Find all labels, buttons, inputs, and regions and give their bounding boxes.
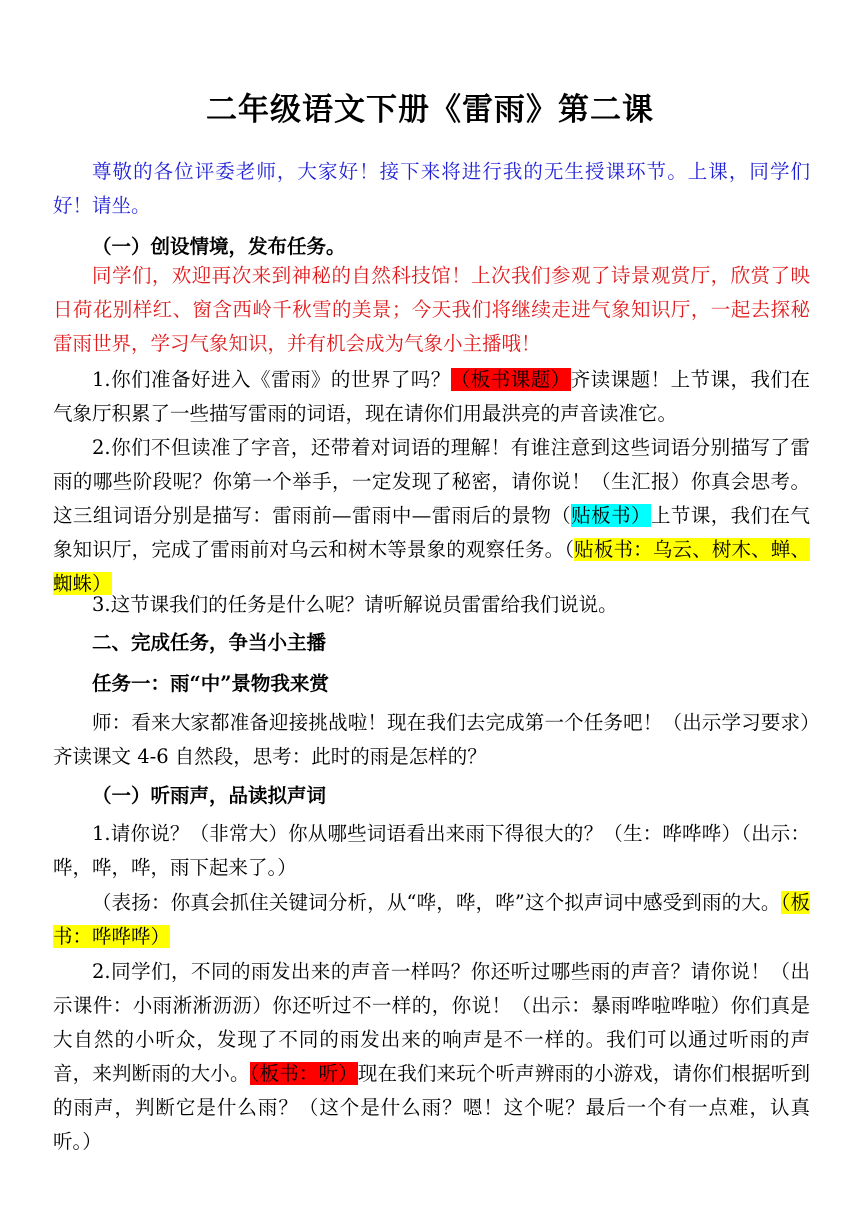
- listen-question-2-text-a: 2.同学们，不同的雨发出来的声音一样吗？你还听过哪些雨的声音？请你说！（出示课件：小雨淅淅沥沥）你还听过不一样的，你说！（出示：暴雨哗啦哗啦）你们真是大自然的小听众，发现了不同的雨发出来的响声是不一样的。我们可以通过听雨的声音，来判断雨的大小。: [53, 960, 810, 1085]
- section-heading-1: （一）创设情境，发布任务。: [92, 235, 346, 258]
- board-note-title-highlight: （板书课题）: [450, 368, 571, 391]
- situation-paragraph: 同学们，欢迎再次来到神秘的自然科技馆！上次我们参观了诗景观赏厅，欣赏了映日荷花别样红、窗含西岭千秋雪的美景；今天我们将继续走进气象知识厅，一起去探秘雷雨世界，学习气象知识，并有机会成为气象小主播哦！: [53, 264, 810, 355]
- listen-question-2-paragraph: [53, 955, 810, 1159]
- teacher-paragraph: 师：看来大家都准备迎接挑战啦！现在我们去完成第一个任务吧！（出示学习要求）齐读课文 4-6 自然段，思考：此时的雨是怎样的？: [53, 711, 810, 768]
- question-3-paragraph: 3.这节课我们的任务是什么呢？请听解说员雷雷给我们说说。: [92, 593, 618, 616]
- board-note-words-highlight: 贴板书：乌云、树木、蝉、蜘蛛）: [53, 538, 810, 595]
- question-1-text-a: 1.你们准备好进入《雷雨》的世界了吗？: [92, 368, 451, 391]
- subsection-heading: （一）听雨声，品读拟声词: [92, 784, 327, 807]
- listen-question-2-text-b: 现在我们来玩个听声辨雨的小游戏，请你们根据听到的雨声，判断它是什么雨？（这个是什么雨？嗯！这个呢？最后一个有一点难，认真听。）: [53, 1062, 810, 1153]
- listen-question-1-paragraph: 1.请你说？（非常大）你从哪些词语看出来雨下得很大的？（生：哗哗哗）（出示：哗，哗，哗，雨下起来了。）: [53, 822, 810, 879]
- praise-text: （表扬：你真会抓住关键词分析，从“哗，哗，哗”这个拟声词中感受到雨的大。: [92, 891, 781, 914]
- board-note-huahua-highlight: （板书：哗哗哗）: [53, 891, 810, 948]
- question-2-text-b: 上节课，我们在气象知识厅，完成了雷雨前对乌云和树木等景象的观察任务。（: [53, 504, 810, 561]
- question-1-paragraph: [53, 363, 810, 431]
- board-note-listen-highlight: （板书：听）: [249, 1062, 358, 1085]
- question-1-text-b: 齐读课题！上节课，我们在气象厅积累了一些描写雷雨的词语，现在请你们用最洪亮的声音读准它。: [53, 368, 810, 425]
- section-heading-2: 二、完成任务，争当小主播: [92, 631, 327, 654]
- intro-paragraph: 尊敬的各位评委老师，大家好！接下来将进行我的无生授课环节。上课，同学们好！请坐。: [53, 160, 810, 217]
- task-1-heading: 任务一：雨“中”景物我来赏: [92, 672, 329, 695]
- page-title: 二年级语文下册《雷雨》第二课: [206, 92, 654, 128]
- question-2-text-a: 2.你们不但读准了字音，还带着对词语的理解！有谁注意到这些词语分别描写了雷雨的哪些阶段呢？你第一个举手，一定发现了秘密，请你说！（生汇报）你真会思考。这三组词语分别是描写：雷雨前—雷雨中—雷雨后的景物（: [53, 436, 810, 527]
- board-note-paste-highlight: 贴板书）: [571, 504, 651, 527]
- praise-paragraph: [53, 886, 810, 954]
- question-2-paragraph: [53, 431, 810, 601]
